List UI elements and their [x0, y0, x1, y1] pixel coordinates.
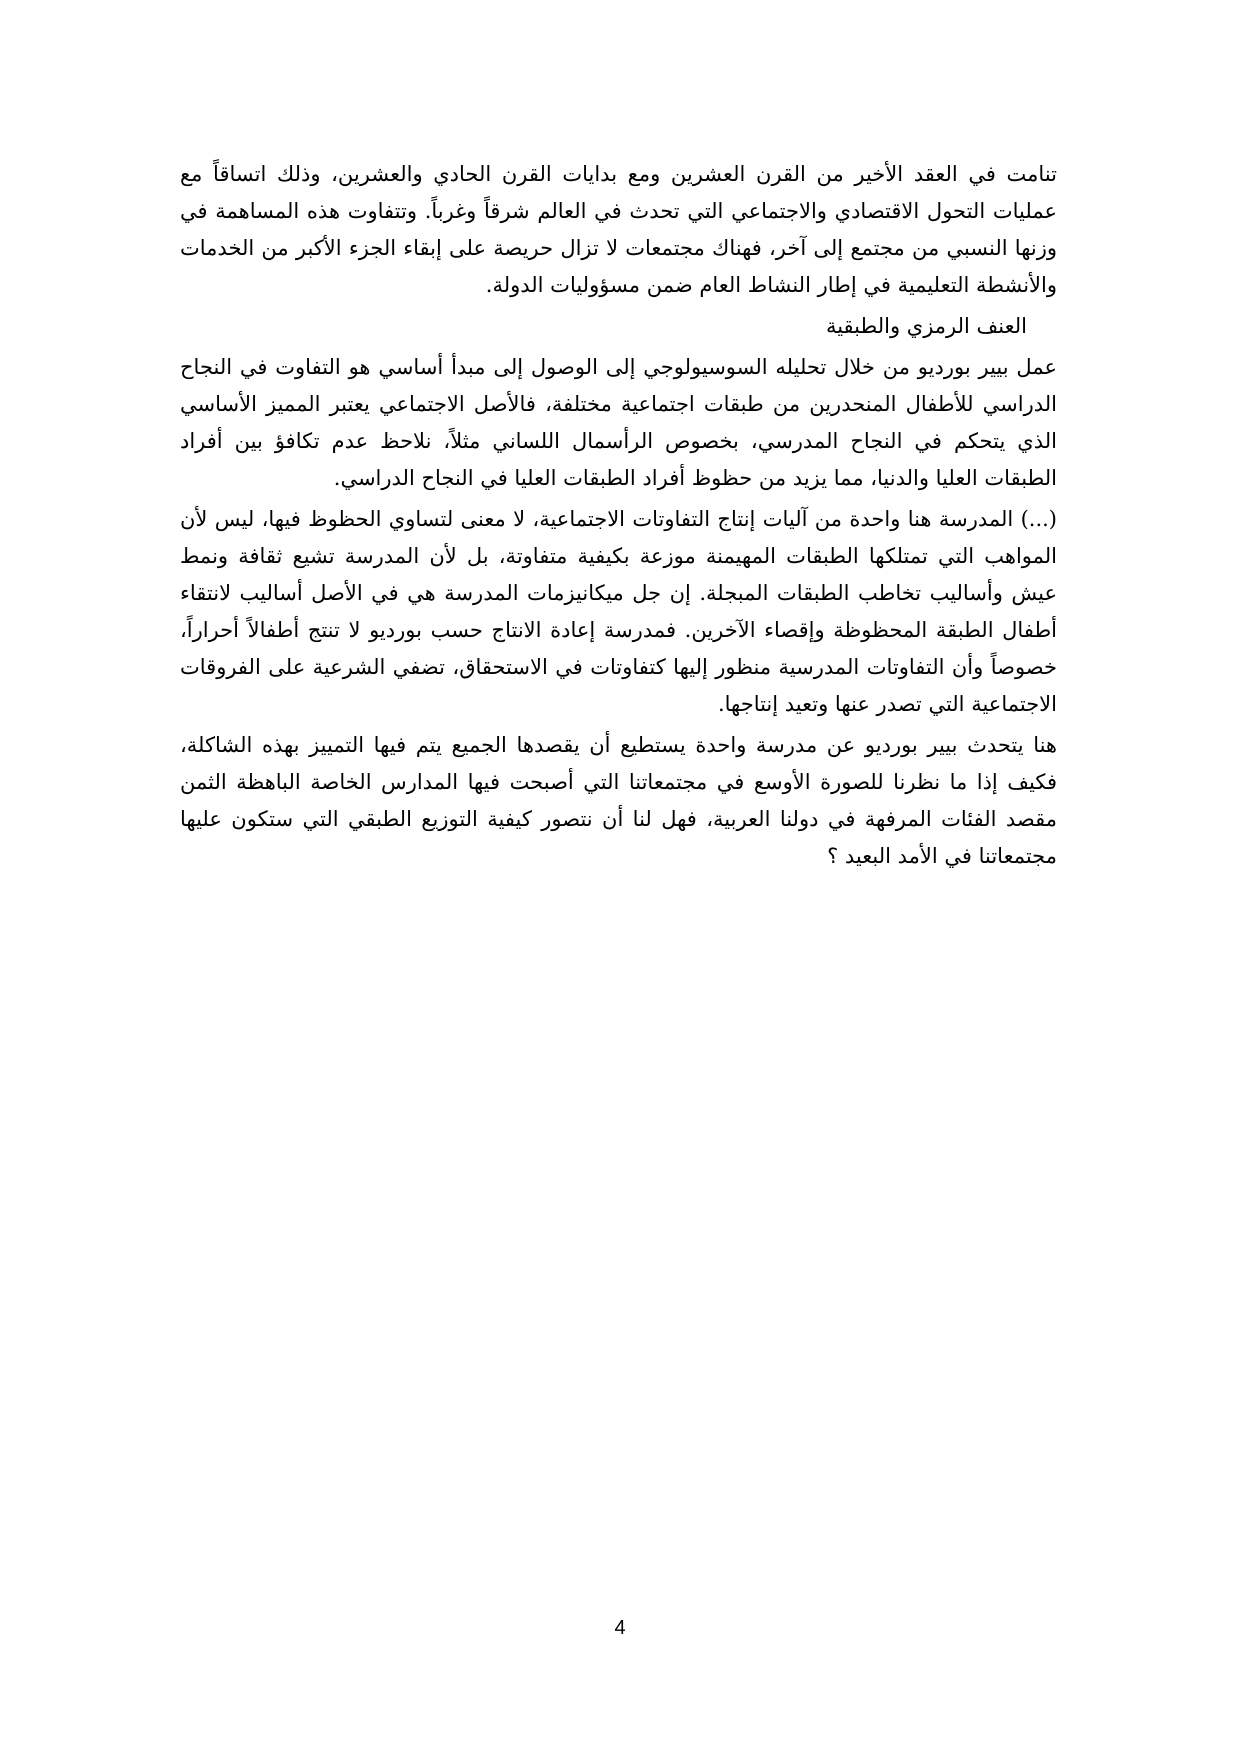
paragraph-bourdieu-principle: عمل بيير بورديو من خلال تحليله السوسيولوجي إلى الوصول إلى مبدأ أساسي هو التفاوت في النجاح الدراسي للأطفال المنحدرين من طبقات اجتماعية مختلفة، فالأصل الاجتماعي يعتبر المميز الأساسي الذي يتحكم في النجاح المدرسي، بخصوص الرأسمال اللساني مثلاً، نلاحظ عدم تكافؤ بين أفراد الطبقات العليا والدنيا، مما يزيد من حظوظ أفراد الطبقات العليا في النجاح الدراسي. [180, 355, 1057, 490]
document-body [180, 156, 1057, 879]
paragraph-school-inequality: (...) المدرسة هنا واحدة من آليات إنتاج التفاوتات الاجتماعية، لا معنى لتساوي الحظوظ فيها، ليس لأن المواهب التي تمتلكها الطبقات المهيمنة موزعة بكيفية متفاوتة، بل لأن المدرسة تشيع ثقافة ونمط عيش وأساليب تخاطب الطبقات المبجلة. إن جل ميكانيزمات المدرسة هي في الأصل أساليب لانتقاء أطفال الطبقة المحظوظة وإقصاء الآخرين. فمدرسة إعادة الانتاج حسب بورديو لا تنتج أطفالاً أحراراً، خصوصاً وأن التفاوتات المدرسية منظور إليها كتفاوتات في الاستحقاق، تضفي الشرعية على الفروقات الاجتماعية التي تصدر عنها وتعيد إنتاجها. [180, 507, 1057, 716]
paragraph-intro: تنامت في العقد الأخير من القرن العشرين ومع بدايات القرن الحادي والعشرين، وذلك اتساقاً مع عمليات التحول الاقتصادي والاجتماعي التي تحدث في العالم شرقاً وغرباً. وتتفاوت هذه المساهمة في وزنها النسبي من مجتمع إلى آخر، فهناك مجتمعات لا تزال حريصة على إبقاء الجزء الأكبر من الخدمات والأنشطة التعليمية في إطار النشاط العام ضمن مسؤوليات الدولة. [180, 162, 1057, 297]
paragraph-conclusion: هنا يتحدث بيير بورديو عن مدرسة واحدة يستطيع أن يقصدها الجميع يتم فيها التمييز بهذه الشاكلة، فكيف إذا ما نظرنا للصورة الأوسع في مجتمعاتنا التي أصبحت فيها المدارس الخاصة الباهظة الثمن مقصد الفئات المرفهة في دولنا العربية، فهل لنا أن نتصور كيفية التوزيع الطبقي التي ستكون عليها مجتمعاتنا في الأمد البعيد ؟ [180, 733, 1057, 868]
page-number: 4 [614, 1617, 626, 1639]
section-heading: العنف الرمزي والطبقية [825, 314, 1027, 338]
